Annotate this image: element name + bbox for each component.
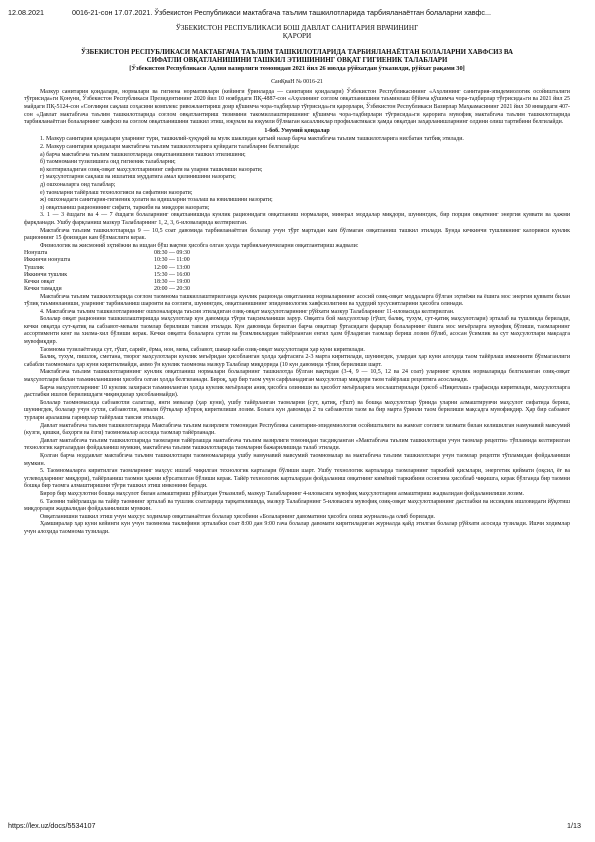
print-doc-title: 0016-21-сон 17.07.2021. Ўзбекистон Республикаси мактабгача таълим ташкилотларида тарбияланаётган болаларни хавфс... — [72, 8, 491, 17]
list-item: в) келтириладиган озиқ-овқат маҳсулотларининг сифати ва уларни ташилиши назорати; — [40, 166, 263, 173]
table-row — [24, 250, 190, 257]
paragraph-10: Мактабгача таълим ташкилотларининг кунлик овқатланиш нормалари болаларнинг ташкилотда бўлган вақтидан (3-4, 9 — 10,5, 12 ва 24 соат) уларнинг кунлик нормаларида белгиланган озиқ-овқат маҳсулотлари билан таъминланишини ҳисобга олган ҳолда белгиланади. Бироқ, ҳар бир таом учун сарфланадиган маҳсулотлар миқдори таом тайёрлаш рецептига асосланади. — [24, 369, 570, 384]
intro-paragraph: Мазкур санитария қоидалари, нормалари ва гигиена нормативлари (кейинги ўринларда — санитария қоидалари) Ўзбекистон Республикасининг «Аҳолининг санитария-эпидемиологик осойишталиги тўғрисида»ги Қонуни, Ўзбекистон Республикаси Президентининг 2020 йил 10 ноябрдаги ПҚ-4887-сон «Аҳолининг соғлом овқатланишини таъминлаш бўйича қўшимча чора-тадбирлар тўғрисида»ги ва 2021 йил 25 майдаги ПҚ-5124-сон «Соғлиқни сақлаш соҳасини комплекс ривожлантириш доир қўшимча чора-тадбирлар тўғрисида»ги қарорлари, Ўзбекистон Республикаси Вазирлар Маҳкамасининг 2021 йил 30 январдаги 407-сон «Давлат мактабгача таълим ташкилотларида соғлом овқатлантириш тизимини такомиллаштиришнинг қўшимча чора-тадбирлари тўғрисида»ги қарорига мувофиқ мактабгача таълим ташкилотларида тарбияланаётган болаларнинг хавфсиз ва соғлом овқатланишини ташкил этиш, юқумли ва юқумли бўлмаган касалликлар профилактикаси ҳамда овқатдан заҳарланишларнинг олдини олиш тартибини белгилайди. — [24, 88, 570, 126]
meal-time: 08:30 — 09:30 — [154, 250, 190, 257]
paragraph-18: 6. Таомни тайёрлашда ва тайёр таомнинг эрталаб ва тушлик соатларида тарқатилишида, мазкур Талабларнинг 5-иловасига мувофиқ озиқ-овқат маҳсулотларининг дастлабки ва иссиқлик ишловидаги йўқотиш миқдорлари жадвалидан фойдаланилиши мумкин. — [24, 498, 570, 513]
list-item: б) таомномани тузилишига оид гигиеник талабларни; — [40, 159, 176, 166]
paragraph-5: Мактабгача таълим ташкилотларида соғлом таомнома ташкиллаштирилганда кунлик рационда овқатланиш нормаларининг асосий озиқ-овқат моддаларга бўлган эҳтиёжи ва ёшига мос энергия қуввати билан тўлиқ таъминланиши, уларнинг тарбияланиш шароити ва соғлиги, шунингдек, овқатланишнинг эпидемиологик хавфсизлигини ва ҳудудий хусусиятларини ҳисобга олинади. — [24, 293, 570, 308]
list-item: д) ошхоналарга оид талаблар; — [40, 181, 116, 188]
meal-time: 10:30 — 11:00 — [154, 257, 190, 264]
source-url[interactable]: https://lex.uz/docs/5534107 — [8, 821, 96, 830]
table-row — [24, 265, 190, 272]
schedule-intro: Физиологик ва жисмоний эҳтиёжни ва ишдан бўш вақтни ҳисобга олган ҳолда тарбияланувчиларни овқатлантириш жадвали: — [40, 242, 359, 249]
browser-print-footer — [8, 821, 581, 830]
meal-time: 15:30 — 16:00 — [154, 271, 190, 278]
meal-schedule-table — [24, 250, 190, 293]
list-item: е) таомларни тайёрлаш технологияси ва сифатини назорати; — [40, 189, 193, 196]
meal-name: Иккинчи нонушта — [24, 257, 71, 264]
table-row — [24, 272, 190, 279]
meal-name: Нонушта — [24, 250, 48, 257]
paragraph-15: Қолган барча ноддавлат мактабгача таълим ташкилотлари таомномаларида ушбу намунавий мавсумий таомномалар ва мактабгача таълим ташкилотлари учун таомлар рецепти тўпламидан фойдаланиши мумкин. — [24, 452, 570, 467]
page-number: 1/13 — [567, 821, 581, 830]
paragraph-19: Овқатланишни ташкил этиш учун маҳсус ходимлар овқатланаётган болалар ҳисобини «Болаларнинг давоматини ҳисобга олиш журнали»да олиб борилади. — [40, 513, 436, 520]
paragraph-12: Болалар таомномасида сабзавотли салатлар, янги мевалар (ҳар куни), ушбу тайёрланган таомларни (сут, қатиқ, гўшт) ва бошқа маҳсулотлар ўрнида уларни алмаштирувчи маҳсулот сифатида бериш, шунингдек, болалар учун сутли, сабзавотли, мевали бўтқалар кўпроқ киритилиши лозим. Болага кун давомида 2 та сабзавотли таом ва бир марта ўринли таом берилиши мақсадга мувофиқдир. Ҳар бир сабзавот турлари аралашма гарнирлар тайёрлаш тавсия этилади. — [24, 399, 570, 421]
paragraph-3: 3. 1 — 3 ёшдаги ва 4 — 7 ёшдаги болаларнинг овқатланишида кунлик рационидаги овқатланиш нормалари, минерал моддалар миқдори, шунингдек, бир порция овқатнинг энергия қуввати ва ҳажми фарқланади. Ушбу фарқланиш мазкур Талабларнинг 1, 2, 3, 6-иловаларида келтирилган. — [24, 212, 570, 226]
title-line-2: СИФАТЛИ ОВҚАТЛАНИШИНИ ТАШКИЛ ЭТИШИНИНГ ОВҚАТ ГИГИЕНИК ТАЛАБЛАРИ — [146, 57, 448, 65]
paragraph-2: 2. Мазкур санитария қоидалари мактабгача таълим ташкилотларига қуйидаги талабларни белгилайди: — [40, 143, 300, 150]
meal-name: Кечки тамадди — [24, 286, 62, 293]
meal-name: Кечки овқат — [24, 279, 55, 286]
document-code: СанҚваН № 0016-21 — [271, 79, 323, 86]
paragraph-1: 1. Мазкур санитария қоидалари уларнинг тури, ташкилий-ҳуқуқий ва мулк шаклидан қатъий назар барча мактабгача таълим ташкилотларига нисбатан татбиқ этилади. — [40, 136, 464, 143]
title-line-1: ЎЗБЕКИСТОН РЕСПУБЛИКАСИ МАКТАБГАЧА ТАЪЛИМ ТАШКИЛОТЛАРИДА ТАРБИЯЛАНАЁТГАН БОЛАЛАРНИ ХАВФСИЗ ВА — [80, 48, 514, 56]
paragraph-13: Давлат мактабгача таълим ташкилотларида Мактабгача таълим вазирлиги томонидан Республика санитария-эпидемиология осойишталиги ва жамоат соғлиги хизмати билан келишилган намунавий мавсумий (кузги, қишки, баҳорги ва ёзги) таомномалар асосида таомлар тайёрланади. — [24, 422, 570, 437]
meal-name: Иккинчи тушлик — [24, 271, 68, 278]
table-row — [24, 257, 190, 264]
requirements-list — [24, 152, 570, 213]
paragraph-9: Балиқ, тухум, пишлоқ, сметана, творог маҳсулотлари кунлик меъёридан ҳисобланган ҳолда ҳафтасига 2-3 марта киритилади, шунингдек, улардан ҳар куни алоҳида таом тайёрлаш имконияти бўлмаганлиги сабабли таомномага ҳар куни киритилмайди, аммо ўн кунлик таомнома мазкур Талаблар миқдорида (10 кун давомида тўлиқ берилиши шарт. — [24, 354, 570, 368]
paragraph-8: Таомнома тузилаётганда сут, гўшт, сариёғ, ёрма, нон, мева, сабзавот, шакар каби озиқ-овқат маҳсулотлари ҳар куни киритилади. — [40, 346, 365, 353]
table-row — [24, 279, 190, 286]
list-item: з) овқатланиш рационининг сифати, таркиби ва миқдори назорати; — [40, 204, 210, 211]
meal-time: 18:30 — 19:00 — [154, 279, 190, 286]
meal-time: 20:00 — 20:30 — [154, 286, 190, 293]
meal-name: Тушлик — [24, 264, 44, 271]
paragraph-20: Ҳамширалар ҳар куни кейинги кун учун таомнома таклифини эрталабки соат 8:00 дан 9:00 гача болалар давомати киритиладиган журналда қайд этилган болалар рўйхати асосида тузилади. Ишчи ходимлар учун алоҳида таомнома тузилади. — [24, 521, 570, 535]
table-row — [24, 286, 190, 293]
meal-time: 12:00 — 13:00 — [154, 264, 190, 271]
paragraph-11: Барча маҳсулотларнинг 10 кунлик захираси таъминланган ҳолда кунлик меъёрлари аниқ ҳисобга олиниши ва ҳисобот меъёрларига мослаштирилади (ҳисоб «Ниқитлаш» графасида киритилади, маҳсулотларга дастлабки ишлов берилишдаги чиқиндилар ҳисобланмайди). — [24, 384, 570, 399]
list-item: а) барча мактабгача таълим ташкилотларида овқатланишини ташкил этилишини; — [40, 151, 246, 158]
paragraph-16: 5. Таомномаларга киритилган таомларнинг маҳсус ишлаб чиқилган технологик карталари бўлиши шарт. Ушбу технологик карталарда таомларнинг таркибий қисмлари, энергетик қиймати (оқсил, ёғ ва углеводларнинг миқдори), тайёрланиш таомни ҳажми кўрсатилган бўлиши керак. Тайёр технологик карталардан фойдаланиш овқатнинг кимёвий таркибини осонгина ҳисоблаб чиқишга, керак бўлганда бир таомни бошқа бир таомга алмаштиришни тўғри ташкил этиш имконини беради. — [24, 468, 570, 490]
paragraph-17: Бирор бир маҳсулотни бошқа маҳсулот билан алмаштириш рўйхатдан ўтказилиб, мазкур Талабларнинг 4-иловасига мувофиқ маҳсулотларни алмаштириш жадвалидан фойдаланилиши лозим. — [40, 490, 524, 497]
registration-note: [Ўзбекистон Республикаси Адлия вазирлиги томонидан 2021 йил 26 июлда рўйхатдан ўтказилди, рўйхат рақами 30] — [129, 65, 465, 73]
list-item: ж) ошхонадаги санитария-гигиеник ҳолати ва идишларни тозалаш ва ювилишини назорати; — [40, 197, 273, 204]
document-title — [24, 49, 570, 65]
print-date: 12.08.2021 — [8, 8, 44, 17]
ministry-line-2: ҚАРОРИ — [282, 32, 312, 41]
chapter-heading: 1-боб. Умумий қоидалар — [264, 127, 330, 134]
browser-print-header — [8, 8, 583, 17]
paragraph-6: 4. Мактабгача таълим ташкилотларининг ошхоналарида таъсия этиладиган озиқ-овқат маҳсулотларининг рўйхати мазкур Талабларнинг 11-иловасида келтирилган. — [40, 308, 455, 315]
ministry-line-1: ЎЗБЕКИСТОН РЕСПУБЛИКАСИ БОШ ДАВЛАТ САНИТАРИЯ ВРАЧИНИНГ — [175, 24, 419, 32]
paragraph-4: Мактабгача таълим ташкилотларида 9 — 10,5 соат давомида тарбияланаётган болалар учун тўрт мартадан кам бўлмаган овқатланиш ташкил этилади. Бунда кечкинчи тушликнинг калорияси кунлик рационнинг 15 фоизидан кам бўлмаслиги керак. — [24, 227, 570, 242]
paragraph-14: Давлат мактабгача таълим ташкилотларида таомларни тайёрлашда мактабгача таълим вазирлиги томонидан тасдиқланган «Мактабгача таълим ташкилотлари учун таомлар рецепти» тўпламида келтирилган технологик карталардан фойдаланиш мумкин, мактабгача таълим ташкилотларида таомларни бажарилишида талаб этилади. — [24, 437, 570, 452]
list-item: г) маҳсулотларни сақлаш ва ишлатиш муддатига амал қилинишини назорати; — [40, 174, 236, 181]
document-body — [24, 22, 570, 537]
ministry-heading — [24, 24, 570, 41]
paragraph-7: Болалар овқат рационини ташкиллаштиришда маҳсулотлар кун давомида тўғри тақсимланиши зарур. Овқатга бой маҳсулотлар (гўшт, балиқ, тухум, сут-қатиқ маҳсулотлари) эрталаб ва тушликда берилади, кечки овқатда сут-қатиқ ва сабзавот-мевали таомлар берилиши тавсия этилади. Кун давомида берилган барча овқатлар ўртасидаги фарқлар болаларнинг ёшига мос меъёрларга мувофиқ бўлиши, таомларнинг ассортименти кенг ва хилма-хил бўлиши керак. Кечки овқатга болаларга сутли ва ўсимликлардан тайёрланган енгил ҳазм бўладиган таомлар бериш лозим бўлиб, асосан ўсимлик ва сут маҳсулотлари мақсадга мувофиқдир. — [24, 316, 570, 346]
